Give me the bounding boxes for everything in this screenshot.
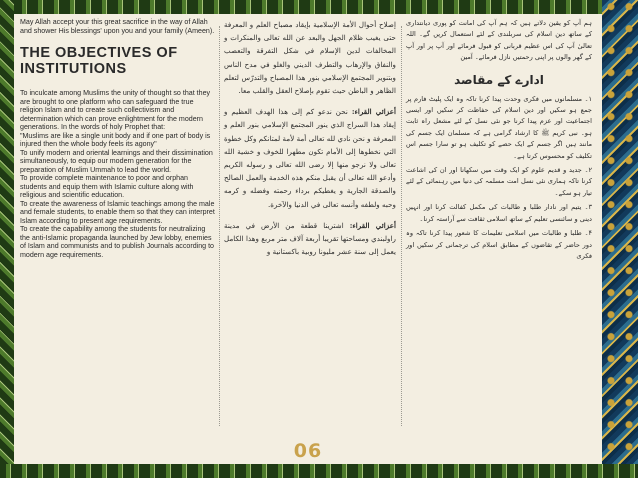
- readers-label: أعزائي القراء:: [351, 107, 396, 117]
- page-number: 06: [293, 440, 323, 462]
- urdu-paragraph: ہم آپ کو یقین دلاتے ہیں کہ ہم آپ کی امانت کو پوری دیانتداری کے ساتھ دین اسلام کی سربلندی کے لئے استعمال کریں گے۔ اللہ تعالیٰ آپ کی اس عظیم قربانی کو قبول فرمائے اور آپ پر اور آپ کے گھر والوں پر اپنی رحمتیں نازل فرمائے۔ آمین: [406, 19, 592, 62]
- readers-label: أعزائي القراء:: [349, 220, 396, 230]
- right-decorative-border: [602, 0, 638, 478]
- column-divider: [401, 26, 402, 426]
- left-decorative-border: [0, 0, 14, 478]
- arabic-paragraph: [224, 219, 396, 259]
- urdu-objectives-heading: ادارے کے مقاصد: [454, 72, 544, 87]
- hadith-quote: "Muslims are like a single unit body and if one part of body is injured then the whole body feels its agony": [20, 131, 211, 148]
- top-decorative-border: [0, 0, 638, 14]
- objective-point: To create the awareness of Islamic teachings among the male and female students, to enable them so that they can interpret Islam according to present age requirements.: [20, 199, 215, 225]
- objective-point: To create the capability among the students for neutralizing the anti-Islamic propaganda launched by Jew lobby, enemies of Islam and communists and to publish Journals according to modern age requirements.: [20, 225, 214, 259]
- english-column: [20, 18, 216, 448]
- intro-paragraph: To inculcate among Muslims the unity of thought so that they are brought to one platform who can safeguard the true religion Islam and to create such collectivism and determination which can prove enlightment for the modern generations. In the words of holy Prophet that:: [20, 89, 211, 131]
- bottom-decorative-border: [0, 464, 638, 478]
- urdu-point: ۲۔ جدید و قدیم علوم کو ایک وقت میں سکھانا اور ان کی اشاعت کرنا تاکہ ہماری نئی نسل امت مسلمہ کی دنیا میں رہنمائی کے لئے تیار ہو سکے۔: [406, 166, 592, 197]
- objectives-heading: THE OBJECTIVES OF INSTITUTIONS: [20, 45, 178, 77]
- objective-point: To unify modern and oriental learnings and their dissimination simultaneously, to equip our modern generation for the preparation of Muslim Ummah to lead the world.: [20, 148, 213, 174]
- urdu-point: ۴۔ طلبا و طالبات میں اسلامی تعلیمات کا شعور پیدا کرنا تاکہ وہ دور حاضر کے تقاضوں کے مطابق اسلام کی ترجمانی کر سکیں اور فکری: [406, 229, 592, 260]
- arabic-column: [224, 18, 396, 448]
- column-divider: [219, 26, 220, 426]
- prayer-text: May Allah accept your this great sacrifice in the way of Allah and shower His blessings' upon you and your family (Ameen).: [20, 18, 215, 35]
- arabic-paragraph: [224, 105, 396, 211]
- urdu-point: ۱۔ مسلمانوں میں فکری وحدت پیدا کرنا تاکہ وہ ایک پلیٹ فارم پر جمع ہو سکیں اور دین اسلام کی حفاظت کر سکیں اور ایسی اجتماعیت اور عزم پیدا کرنا جو نئی نسل کے لئے مشعل راہ ثابت ہو۔ نبی کریم ﷺ کا ارشاد گرامی ہے کہ مسلمان ایک جسم کی مانند ہیں اگر جسم کے ایک حصے کو تکلیف ہو تو سارا جسم اس تکلیف کو محسوس کرتا ہے۔: [406, 94, 592, 160]
- brochure-page: [14, 14, 602, 464]
- urdu-point: ۳۔ یتیم اور نادار طلبا و طالبات کی مکمل کفالت کرنا اور انہیں دینی و سائنسی تعلیم کے ساتھ اسلامی ثقافت سے آراستہ کرنا۔: [406, 203, 592, 223]
- objective-point: To provide complete maintenance to poor and orphan students and equip them with Islamic culture along with religious and scientific education.: [20, 174, 194, 199]
- arabic-paragraph-text: اشترينا قطعة من الأرض في مدينة راولبندي ومساحتها تقريبا أربعة آلاف متر مربع وهذا الكامل يعمل إلى سنة عشر مليونا روبية باكستانية و: [224, 220, 396, 257]
- arabic-paragraph: إصلاح أحوال الأمة الإسلامية بإيقاد مصباح العلم و المعرفة حتى يغيب ظلام الجهل والبعد عن الله تعالى والمنكرات و المخالفات لدين الإسلام في شكل التفرقة والتعصب والنفاق والإرهاب والتطرف الديني والغلو في مدح الناس وبتنوير المجتمع الإسلامي بنور هذا المصباح والتدرّس لتعلم الظاهر و الباطن حيث تقوم بإصلاح العقل والقلب معا.: [224, 20, 396, 96]
- urdu-column: [406, 18, 592, 448]
- arabic-paragraph-text: نحن ندعو كم إلى هذا الهدف العظيم و إيقاد هذا السراج الذي ينور المجتمع الإسلامي بنور العلم و المعرفة و نحن نادي لله تعالى أمة لأمة لمتانكم وكل خطوة التي نخطوها إلى الأمام تكون مطهرا للخوف و خشية الله تعالى ولا نرجو منها إلا رضى الله تعالى و رسوله الكريم وأدعو الله تعالى أن يقبل منكم هذه الخدمة والعمل الصالح والصدقة الجارية و يغطيكم برداء رحمته وفضله و كرمه وحبه ولطفه وأنسه تعالى في الدنيا والآخرة.: [224, 107, 396, 209]
